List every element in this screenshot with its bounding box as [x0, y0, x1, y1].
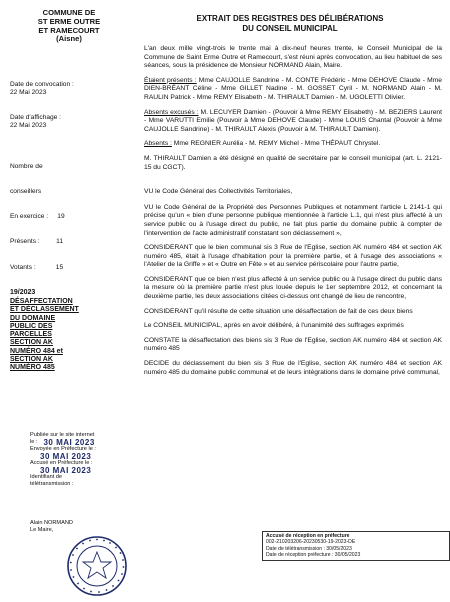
- seal-icon: [66, 535, 128, 597]
- conseillers-line: conseillers: [10, 188, 42, 196]
- commune-line: (Aisne): [56, 34, 82, 44]
- considerant-1-paragraph: CONSIDERANT que le bien communal sis 3 Rue de l'Eglise, section AK numéro 484 et section AK numéro 485, était à l'usage d'habitation pour la première partie, et à l'usage des associations « l'Atelier de la Griffe » et « Outre en Fête » et au service périscolaire pour l'autre partie,: [144, 244, 442, 269]
- conseillers-line: Nombre de: [10, 162, 43, 170]
- commune-line: ET RAMECOURT: [38, 25, 100, 35]
- publie-le: le :: [30, 439, 38, 445]
- deliberation-number: 19/2023: [10, 289, 36, 296]
- publie-date-stamp: 30 MAI 2023: [43, 438, 95, 447]
- date-convocation: 22 Mai 2023: [10, 89, 47, 97]
- receipt-transmission-date: Date de télétransmission : 30/05/2023: [266, 545, 352, 552]
- excuses-label: Absents excusés :: [144, 108, 199, 116]
- intro-paragraph: L'an deux mille vingt-trois le trente mai à dix-neuf heures trente, le Conseil Municipal de la Commune de Saint Erme Outre et Ramecourt, s'est réuni après convocation, au lieu habituel de ses séances, sous la présidence de Monsieur NORMAND Alain, Maire.: [144, 45, 442, 70]
- receipt-identifier: 002-210203206-20230530-19-2023-DE: [266, 539, 356, 546]
- conseillers-line: En exercice : 19: [10, 213, 65, 221]
- receipt-reception-date: Date de réception préfecture : 30/05/2023: [266, 552, 361, 559]
- body-column: [144, 45, 442, 377]
- vu-cgct-paragraph: VU le Code Général des Collectivités Territoriales,: [144, 188, 293, 196]
- absents-paragraph: [144, 140, 442, 149]
- maire-title: Le Maire,: [30, 527, 54, 533]
- absents-label: Absents :: [144, 140, 172, 148]
- subject-line: DÉSAFFECTATION: [10, 298, 73, 305]
- subject-line: SECTION AK: [10, 339, 53, 347]
- commune-line: ST ERME OUTRE: [37, 16, 101, 26]
- date-convocation-label: Date de convocation :: [10, 81, 74, 88]
- presents-list: Mme CAUJOLLE Sandrine - M. CONTE Frédéric - Mme DEHOVE Claude - Mme DIEN-BRÉANT Céline - Mme GILLET Nadine - M. GOSSET Cyril - M. NORMAND Alain - M. RAULIN Patrick - Mme REMY Elisabeth - M. THIRAULT Damien - M. UGOLETTI Olivier.: [144, 76, 442, 101]
- commune-line: COMMUNE DE: [42, 8, 96, 17]
- conseillers-block: [10, 146, 135, 281]
- mairie-seal: [66, 535, 128, 597]
- convocation-block: [10, 81, 135, 98]
- subject-line: DU DOMAINE: [10, 314, 56, 322]
- maire-block: [30, 520, 110, 534]
- presents-label: Étaient présents :: [144, 76, 197, 84]
- presents-paragraph: [144, 77, 442, 103]
- absents-list: Mme REGNIER Aurélia - M. REMY Michel - Mme THÉPAUT Chrystel.: [173, 140, 381, 148]
- title-line: DU CONSEIL MUNICIPAL: [242, 23, 338, 33]
- identifiant-label: Identifiant de: [30, 474, 63, 480]
- constate-paragraph: CONSTATE la désaffectation des biens sis 3 Rue de l'Eglise, section AK numéro 484 et section AK numéro 485: [144, 336, 442, 353]
- subject-line: ET DÉCLASSEMENT: [10, 306, 79, 314]
- publie-label: Publiée sur le site internet: [30, 432, 95, 438]
- subject-line: PARCELLES: [10, 331, 52, 339]
- excuses-list: M. LECUYER Damien - (Pouvoir à Mme REMY Elisabeth) - M. BEZIERS Laurent - Mme VARUTTI Emilie (Pouvoir à Mme DEHOVE Claude) - Mme LOUIS Chantal (Pouvoir à Mme CAUJOLLE Sandrine) - M. THIRAULT Alexis (Pouvoir à M. THIRAULT Damien).: [144, 108, 442, 133]
- considerant-2-paragraph: CONSIDERANT que ce bien n'est plus affecté à un service public ou à l'usage direct du public dans la mesure où la première partie n'est plus louée depuis le 1er septembre 2012, et concernant la deuxième partie, les deux associations citées ci-dessus ont changé de lieu de rencontre,: [144, 275, 442, 301]
- envoyee-label: Envoyée en Préfecture le :: [30, 446, 96, 452]
- date-affichage: 22 Mai 2023: [10, 122, 47, 130]
- prefecture-receipt-box: [262, 531, 450, 561]
- identifiant-label2: télétransmission :: [30, 481, 74, 487]
- commune-block: [14, 9, 124, 44]
- conseillers-line: Présents : 11: [10, 238, 64, 246]
- envoyee-date-stamp: 30 MAI 2023: [40, 452, 92, 461]
- deliberation-subject: [10, 298, 130, 373]
- accuse-label: Accusé en Préfecture le :: [30, 460, 93, 466]
- decide-paragraph: DECIDE du déclassement du bien sis 3 Rue de l'Eglise, section AK numéro 484 et section AK numéro 485 du domaine public communal et de leurs intégrations dans le domaine privé communal,: [144, 360, 442, 376]
- document-title: [140, 14, 440, 33]
- subject-line: SECTION AK: [10, 356, 53, 364]
- affichage-block: [10, 114, 135, 131]
- title-line: EXTRAIT DES REGISTRES DES DÉLIBÉRATIONS: [196, 14, 384, 23]
- subject-line: NUMÉRO 485: [10, 364, 55, 372]
- conseil-paragraph: Le CONSEIL MUNICIPAL, après en avoir délibéré, à l'unanimité des suffrages exprimés: [144, 322, 404, 330]
- secretaire-paragraph: M. THIRAULT Damien a été désigné en qualité de secrétaire par le conseil municipal (art. L. 2121-15 du CGCT).: [144, 154, 442, 171]
- date-affichage-label: Date d'affichage :: [10, 114, 61, 121]
- subject-line: NUMÉRO 484 et: [10, 347, 63, 355]
- excuses-paragraph: [144, 109, 442, 135]
- considerant-3-paragraph: CONSIDERANT qu'il résulte de cette situation une désaffectation de fait de ces deux biens: [144, 307, 413, 315]
- publication-block: [30, 432, 142, 488]
- receipt-title: Accusé de réception en préfecture: [266, 533, 350, 539]
- vu-cgppp-paragraph: VU le Code Général de la Propriété des Personnes Publiques et notamment l'article L 2141-1 qui précise qu'un « bien d'une personne publique mentionnée à l'article L.1, qui n'est plus affecté à un service public ou à l'usage direct du public, ne fait plus partie du domaine public à compter de l'intervention de l'acte administratif constatant son déclassement »,: [144, 203, 442, 237]
- maire-name: Alain NORMAND: [30, 520, 73, 526]
- accuse-date-stamp: 30 MAI 2023: [40, 466, 92, 475]
- conseillers-line: Votants : 15: [10, 263, 64, 271]
- subject-line: PUBLIC DES: [10, 322, 53, 330]
